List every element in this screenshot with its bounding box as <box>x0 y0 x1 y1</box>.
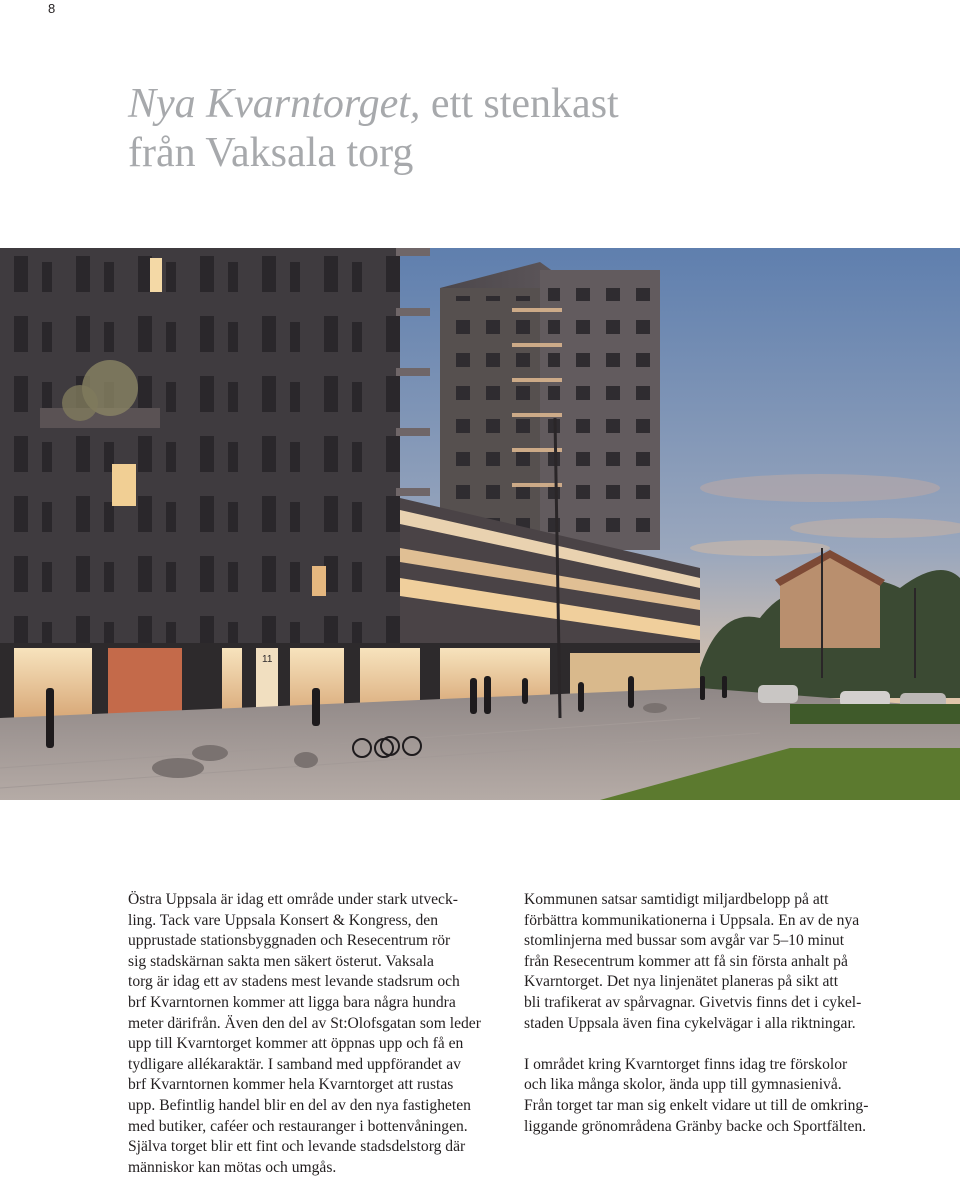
right-paragraph-1: Kommunen satsar samtidigt miljardbelopp på att förbättra kommunikationerna i Uppsala. En av de nya stomlinjerna med bussar som avgår var 5–10 minut från Resecentrum kommer att få sin första anhalt på Kvarntorget. Det nya linjenätet planeras på sikt att bli trafikerat av spårvagnar. Givetvis finns det i cykel- staden Uppsala även fina cykelvägar i alla riktningar. <box>524 891 862 1032</box>
page-number: 8 <box>48 1 56 16</box>
text-column-right <box>524 890 924 1137</box>
hero-image <box>0 248 960 800</box>
architectural-rendering <box>0 248 960 800</box>
right-paragraph-2: I området kring Kvarntorget finns idag tre förskolor och lika många skolor, ända upp till gymnasienivå. Från torget tar man sig enkelt vidare ut till de omkring- liggande grönområdena Gränby backe och Sportfälten. <box>524 1055 869 1135</box>
title-rest-part: ett stenkast från Vaksala torg <box>128 81 619 176</box>
left-paragraph-1: Östra Uppsala är idag ett område under stark utveck- ling. Tack vare Uppsala Konsert & Kongress, den upprustade stationsbyggnaden och Resecentrum rör sig stadskärnan sakta men säkert österut. Vaksala torg är idag ett av stadens mest levande stadsrum och brf Kvarntornen kommer att ligga bara några hundra meter därifrån. Även den del av St:Olofsgatan som leder upp till Kvarntorget kommer att öppnas upp och få en tydligare allékaraktär. I samband med uppförandet av brf Kvarntornen kommer hela Kvarntorget att rustas upp. Befintlig handel blir en del av den nya fastigheten med butiker, caféer och restauranger i bottenvåningen. Själva torget blir ett fint och levande stadsdelstorg där människor kan mötas och umgås. <box>128 891 481 1176</box>
shop-sign: 11 <box>262 654 273 665</box>
page-title <box>128 80 828 178</box>
text-column-left <box>128 890 518 1178</box>
title-italic-part: Nya Kvarntorget, <box>128 81 421 127</box>
